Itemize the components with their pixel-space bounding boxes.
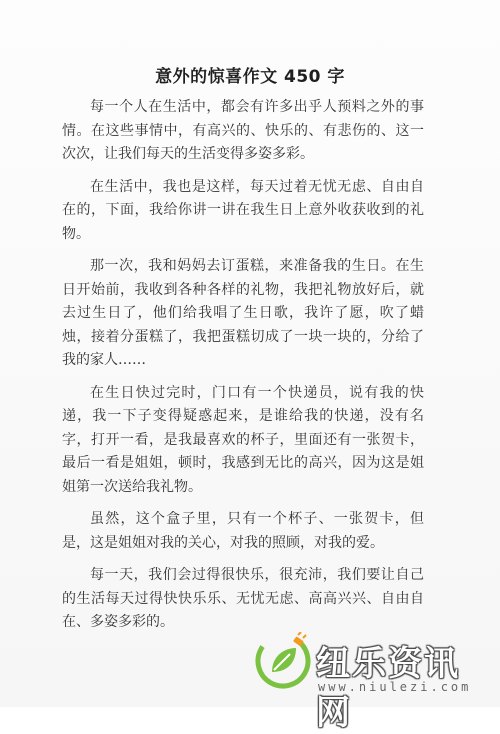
paragraph-5: 虽然，这个盒子里，只有一个杯子、一张贺卡，但是，这是姐姐对我的关心，对我的照顾，对我的爱。 — [62, 511, 424, 551]
document-title: 意外的惊喜作文 450 字 — [155, 67, 345, 87]
paragraph-3: 那一次，我和妈妈去订蛋糕，来准备我的生日。在生日开始前，我收到各种各样的礼物，我把礼物放好后，就去过生日了，他们给我唱了生日歌，我许了愿，吹了蜡烛，接着分蛋糕了，我把蛋糕切成了一块一块的，分给了我的家人…… — [62, 258, 424, 368]
document-body — [62, 96, 424, 644]
leaf-plug-icon — [254, 632, 312, 690]
watermark-url: www.niulezi.com — [318, 680, 472, 694]
site-watermark — [254, 628, 494, 733]
watermark-site-name: 纽乐资讯网 — [316, 644, 460, 733]
paragraph-4: 在生日快过完时，门口有一个快递员，说有我的快递，我一下子变得疑惑起来，是谁给我的快递，没有名字，打开一看，是我最喜欢的杯子，里面还有一张贺卡，最后一看是姐姐，顿时，我感到无比的高兴，因为这是姐姐第一次送给我礼物。 — [62, 384, 424, 495]
paragraph-1: 每一个人在生活中，都会有许多出乎人预料之外的事情。在这些事情中，有高兴的、快乐的、有悲伤的、这一次次，让我们每天的生活变得多姿多彩。 — [62, 99, 424, 162]
paragraph-6: 每一天，我们会过得很快乐，很充沛，我们要让自己的生活每天过得快快乐乐、无忧无虑、高高兴兴、自由自在、多姿多彩的。 — [62, 567, 424, 630]
paragraph-2: 在生活中，我也是这样，每天过着无忧无虑、自由自在的，下面，我给你讲一讲在我生日上意外收获收到的礼物。 — [62, 178, 424, 242]
